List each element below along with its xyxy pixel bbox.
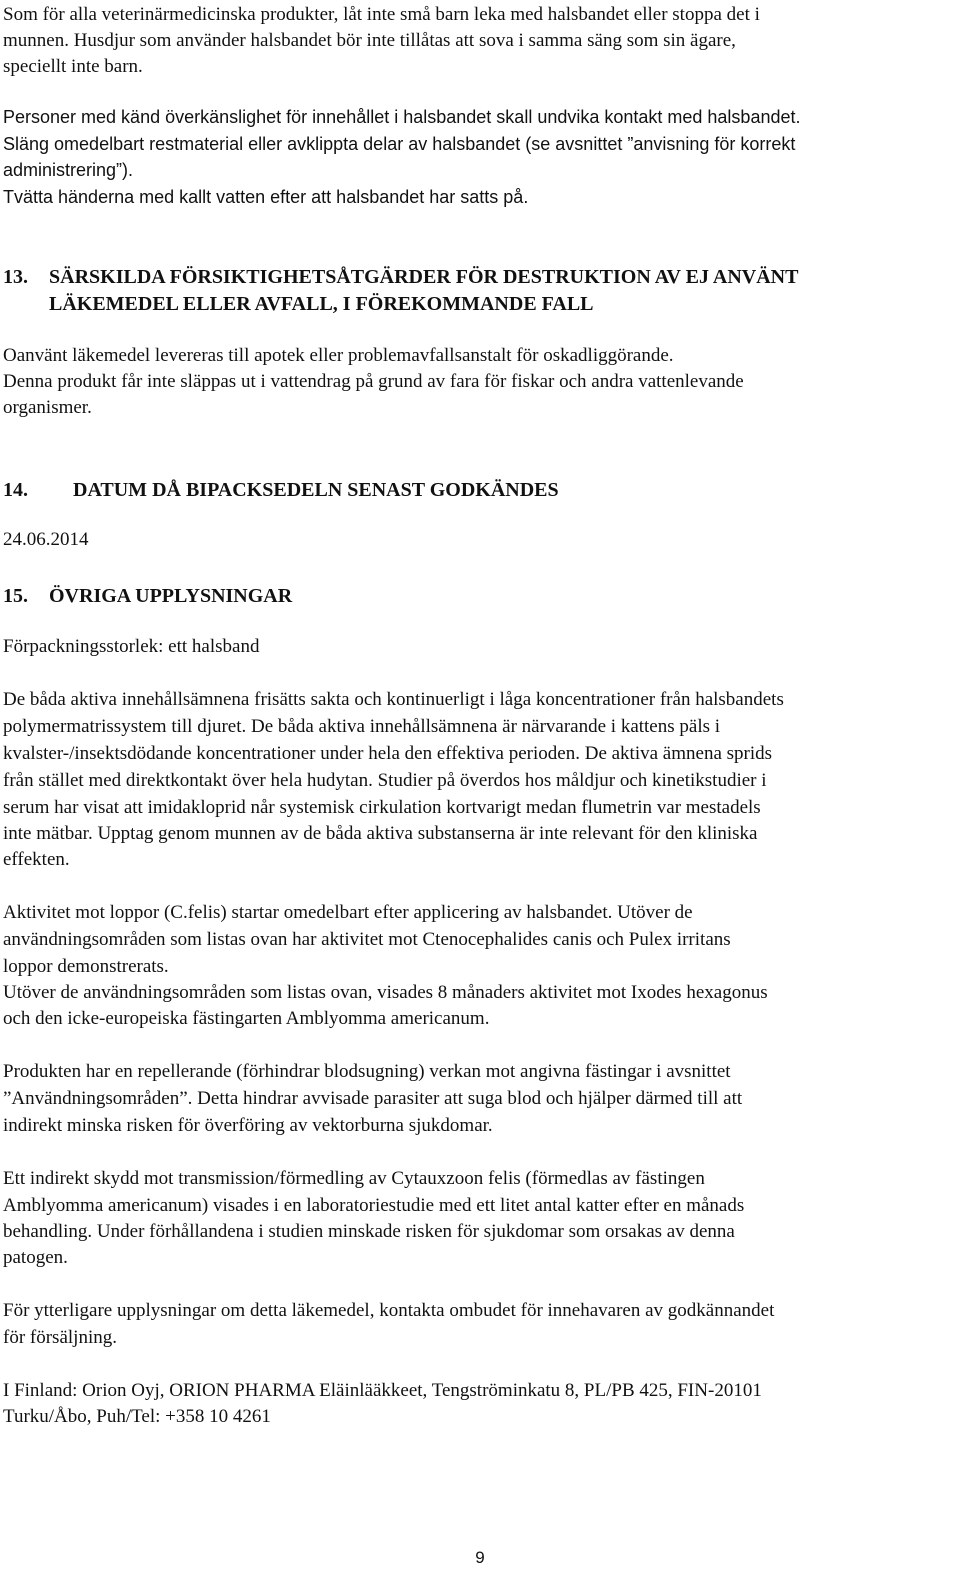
body-text-line: Oanvänt läkemedel levereras till apotek eller problemavfallsanstalt för oskadliggörande.: [3, 345, 674, 366]
section-heading: [3, 583, 292, 609]
contact-line: I Finland: Orion Oyj, ORION PHARMA Eläinlääkkeet, Tengströminkatu 8, PL/PB 425, FIN-20101: [3, 1380, 762, 1401]
section-heading: [3, 477, 559, 503]
body-text-line: Aktivitet mot loppor (C.felis) startar omedelbart efter applicering av halsbandet. Utöver de: [3, 902, 693, 923]
body-text-line: inte mätbar. Upptag genom munnen av de båda aktiva substanserna är inte relevant för den kliniska: [3, 823, 758, 844]
body-text-line: indirekt minska risken för överföring av vektorburna sjukdomar.: [3, 1115, 493, 1136]
package-size: Förpackningsstorlek: ett halsband: [3, 636, 260, 657]
body-text-line: munnen. Husdjur som använder halsbandet bör inte tillåtas att sova i samma säng som sin ägare,: [3, 30, 736, 51]
body-text-line: användningsområden som listas ovan har aktivitet mot Ctenocephalides canis och Pulex irritans: [3, 929, 731, 950]
body-text-line: effekten.: [3, 849, 70, 870]
body-text-line: För ytterligare upplysningar om detta läkemedel, kontakta ombudet för innehavaren av godkännandet: [3, 1300, 775, 1321]
body-text-line: Produkten har en repellerande (förhindrar blodsugning) verkan mot angivna fästingar i avsnittet: [3, 1061, 731, 1082]
page-number: 9: [475, 1548, 485, 1567]
body-text-line: polymermatrissystem till djuret. De båda aktiva innehållsämnena är närvarande i kattens päls i: [3, 716, 721, 737]
body-text-line: De båda aktiva innehållsämnena frisätts sakta och kontinuerligt i låga koncentrationer från halsbandets: [3, 689, 784, 710]
body-text-line: administrering”).: [3, 160, 134, 180]
body-text-line: behandling. Under förhållandena i studien minskade risken för sjukdomar som orsakas av denna: [3, 1221, 735, 1242]
approval-date: 24.06.2014: [3, 529, 89, 550]
body-text-line: Ett indirekt skydd mot transmission/förmedling av Cytauxzoon felis (förmedlas av fästingen: [3, 1168, 705, 1189]
body-text-line: för försäljning.: [3, 1327, 117, 1348]
section-heading: [3, 264, 798, 290]
body-text-line: serum har visat att imidakloprid når systemisk cirkulation kortvarigt medan flumetrin var mestadels: [3, 797, 761, 818]
body-text-line: Utöver de användningsområden som listas ovan, visades 8 månaders aktivitet mot Ixodes hexagonus: [3, 982, 768, 1003]
body-text-line: Personer med känd överkänslighet för innehållet i halsbandet skall undvika kontakt med halsbandet.: [3, 107, 801, 127]
section-title: ÖVRIGA UPPLYSNINGAR: [49, 585, 293, 607]
section-title: SÄRSKILDA FÖRSIKTIGHETSÅTGÄRDER FÖR DESTRUKTION AV EJ ANVÄNT: [49, 266, 799, 288]
section-title: DATUM DÅ BIPACKSEDELN SENAST GODKÄNDES: [73, 479, 559, 501]
body-text-line: från stället med direktkontakt över hela hudytan. Studier på överdos hos måldjur och kinetikstudier i: [3, 770, 767, 791]
section-title-continued: LÄKEMEDEL ELLER AVFALL, I FÖREKOMMANDE FALL: [49, 293, 594, 315]
section-number: 14.: [3, 479, 28, 501]
body-text-line: kvalster-/insektsdödande koncentrationer under hela den effektiva perioden. De aktiva ämnena sprids: [3, 743, 773, 764]
body-text-line: patogen.: [3, 1247, 68, 1268]
contact-line: Turku/Åbo, Puh/Tel: +358 10 4261: [3, 1406, 271, 1427]
body-text-line: Som för alla veterinärmedicinska produkter, låt inte små barn leka med halsbandet eller stoppa det i: [3, 4, 760, 25]
body-text-line: speciellt inte barn.: [3, 56, 143, 77]
body-text-line: Tvätta händerna med kallt vatten efter att halsbandet har satts på.: [3, 187, 529, 207]
body-text-line: och den icke-europeiska fästingarten Amblyomma americanum.: [3, 1008, 490, 1029]
body-text-line: ”Användningsområden”. Detta hindrar avvisade parasiter att suga blod och hjälper därmed till att: [3, 1088, 743, 1109]
body-text-line: Släng omedelbart restmaterial eller avklippta delar av halsbandet (se avsnittet ”anvisning för korrekt: [3, 134, 796, 154]
body-text-line: organismer.: [3, 397, 92, 418]
section-number: 13.: [3, 266, 28, 288]
body-text-line: Denna produkt får inte släppas ut i vattendrag på grund av fara för fiskar och andra vattenlevande: [3, 371, 744, 392]
body-text-line: Amblyomma americanum) visades i en laboratoriestudie med ett litet antal katter efter en månads: [3, 1195, 745, 1216]
section-number: 15.: [3, 585, 28, 607]
body-text-line: loppor demonstrerats.: [3, 956, 169, 977]
